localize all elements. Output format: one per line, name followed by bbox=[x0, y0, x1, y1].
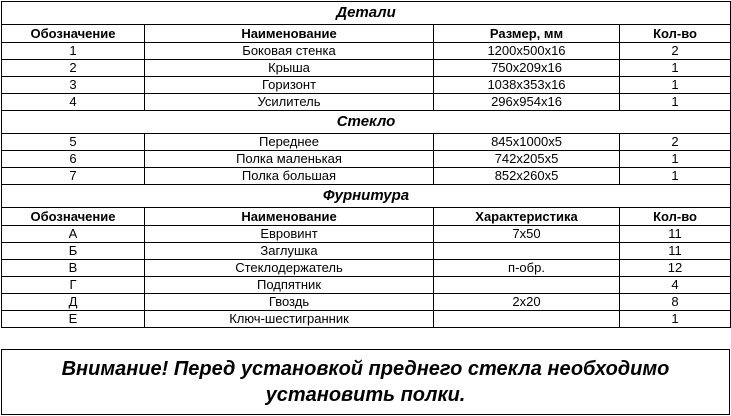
notice-line-1: Внимание! Перед установкой преднего стекла необходимо bbox=[61, 358, 670, 380]
table-row bbox=[2, 277, 731, 294]
glass-section-title: Стекло bbox=[2, 111, 731, 134]
table-cell: 296x954x16 bbox=[434, 94, 620, 111]
notice-line-2: установить полки. bbox=[265, 384, 466, 406]
table-cell: 2 bbox=[620, 43, 731, 60]
table-cell: 1 bbox=[2, 43, 145, 60]
table-cell: 5 bbox=[2, 134, 145, 151]
table-cell: 1 bbox=[620, 60, 731, 77]
column-header: Кол-во bbox=[620, 208, 731, 226]
column-header: Кол-во bbox=[620, 25, 731, 43]
table-cell: Д bbox=[2, 294, 145, 311]
table-cell: Усилитель bbox=[145, 94, 434, 111]
column-header: Размер, мм bbox=[434, 25, 620, 43]
hardware-section-row bbox=[2, 185, 731, 208]
table-cell: 1200x500x16 bbox=[434, 43, 620, 60]
table-cell: 4 bbox=[2, 94, 145, 111]
column-header: Наименование bbox=[145, 25, 434, 43]
specification-table bbox=[1, 1, 731, 328]
table-row bbox=[2, 168, 731, 185]
table-row bbox=[2, 243, 731, 260]
table-cell: 6 bbox=[2, 151, 145, 168]
table-cell: Боковая стенка bbox=[145, 43, 434, 60]
table-cell: Стеклодержатель bbox=[145, 260, 434, 277]
table-cell: 2 bbox=[2, 60, 145, 77]
hardware-header-row bbox=[2, 208, 731, 226]
table-cell: Полка большая bbox=[145, 168, 434, 185]
details-section-title: Детали bbox=[2, 2, 731, 25]
table-cell: А bbox=[2, 226, 145, 243]
table-row bbox=[2, 294, 731, 311]
table-cell: Е bbox=[2, 311, 145, 328]
table-cell: 2x20 bbox=[434, 294, 620, 311]
table-cell: В bbox=[2, 260, 145, 277]
table-row bbox=[2, 134, 731, 151]
glass-section-row bbox=[2, 111, 731, 134]
table-cell: 11 bbox=[620, 226, 731, 243]
table-row bbox=[2, 311, 731, 328]
column-header: Обозначение bbox=[2, 208, 145, 226]
table-cell: 8 bbox=[620, 294, 731, 311]
table-cell bbox=[434, 277, 620, 294]
table-cell: 1 bbox=[620, 77, 731, 94]
table-cell: Подпятник bbox=[145, 277, 434, 294]
warning-notice bbox=[1, 349, 730, 415]
hardware-section-title: Фурнитура bbox=[2, 185, 731, 208]
table-cell: Горизонт bbox=[145, 77, 434, 94]
table-cell: Ключ-шестигранник bbox=[145, 311, 434, 328]
table-cell: Евровинт bbox=[145, 226, 434, 243]
details-header-row bbox=[2, 25, 731, 43]
table-cell: 1 bbox=[620, 168, 731, 185]
table-cell: 7x50 bbox=[434, 226, 620, 243]
table-cell bbox=[434, 311, 620, 328]
table-cell: 852x260x5 bbox=[434, 168, 620, 185]
table-cell: Г bbox=[2, 277, 145, 294]
table-cell: 7 bbox=[2, 168, 145, 185]
table-cell: 3 bbox=[2, 77, 145, 94]
table-row bbox=[2, 94, 731, 111]
table-cell: Крыша bbox=[145, 60, 434, 77]
table-cell: 4 bbox=[620, 277, 731, 294]
table-row bbox=[2, 60, 731, 77]
table-row bbox=[2, 226, 731, 243]
table-cell: Гвоздь bbox=[145, 294, 434, 311]
table-cell: Переднее bbox=[145, 134, 434, 151]
table-row bbox=[2, 43, 731, 60]
column-header: Характеристика bbox=[434, 208, 620, 226]
table-cell: Заглушка bbox=[145, 243, 434, 260]
table-row bbox=[2, 260, 731, 277]
table-cell: 11 bbox=[620, 243, 731, 260]
details-section-row bbox=[2, 2, 731, 25]
column-header: Обозначение bbox=[2, 25, 145, 43]
table-cell: Б bbox=[2, 243, 145, 260]
table-cell: 1 bbox=[620, 94, 731, 111]
table-cell: п-обр. bbox=[434, 260, 620, 277]
table-cell: 1 bbox=[620, 151, 731, 168]
table-row bbox=[2, 151, 731, 168]
table-cell: 845x1000x5 bbox=[434, 134, 620, 151]
table-cell: 12 bbox=[620, 260, 731, 277]
table-cell bbox=[434, 243, 620, 260]
table-cell: 1038x353x16 bbox=[434, 77, 620, 94]
table-cell: 742x205x5 bbox=[434, 151, 620, 168]
column-header: Наименование bbox=[145, 208, 434, 226]
table-cell: Полка маленькая bbox=[145, 151, 434, 168]
table-cell: 1 bbox=[620, 311, 731, 328]
table-cell: 750x209x16 bbox=[434, 60, 620, 77]
table-cell: 2 bbox=[620, 134, 731, 151]
table-row bbox=[2, 77, 731, 94]
